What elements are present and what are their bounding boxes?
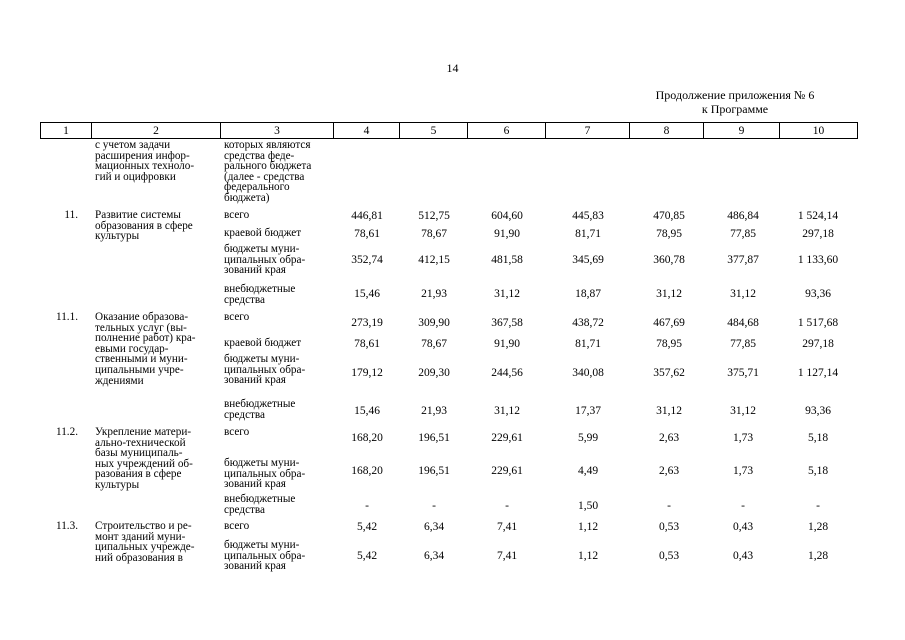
value-col-7: 4,49 [577, 465, 599, 477]
funding-source-line: всего [224, 426, 250, 438]
value-col-6: 31,12 [494, 405, 520, 417]
carry-source-line: рального бюджета [224, 160, 312, 173]
value-col-7: 1,12 [577, 550, 599, 562]
section-name [95, 312, 196, 386]
funding-source [224, 521, 249, 532]
section-name-line: Укрепление матери- [95, 426, 192, 438]
funding-source-line: всего [224, 311, 250, 323]
funding-source-line: внебюджетные [224, 493, 296, 505]
value-col-8: 360,78 [653, 254, 685, 266]
column-header-9: 9 [704, 123, 780, 139]
carry-source-line: средства феде- [224, 149, 295, 162]
funding-source-line: всего [224, 209, 250, 221]
section-number: 11. [64, 209, 78, 221]
value-col-8: 0,53 [658, 521, 680, 533]
section-name-line: Развитие системы [95, 209, 181, 221]
value-col-6: 31,12 [494, 288, 520, 300]
column-header-2: 2 [92, 123, 221, 139]
section-name-line: разования в сфере [95, 468, 182, 481]
column-header-8: 8 [630, 123, 704, 139]
value-col-8: 78,95 [656, 228, 682, 240]
value-col-10: 1 517,68 [797, 317, 839, 329]
value-col-5: 309,90 [418, 317, 450, 329]
section-name-line: Строительство и ре- [95, 520, 192, 532]
value-col-4: 5,42 [356, 550, 378, 562]
value-col-10: 1 127,14 [797, 367, 839, 379]
funding-source [224, 312, 249, 323]
value-col-8: 467,69 [653, 317, 685, 329]
value-col-10: 1 524,14 [797, 210, 839, 222]
value-col-9: 486,84 [727, 210, 759, 222]
value-col-6: 481,58 [491, 254, 523, 266]
value-col-4: 15,46 [354, 405, 380, 417]
value-col-8: 357,62 [653, 367, 685, 379]
value-col-6: - [505, 500, 509, 512]
column-header-4: 4 [334, 123, 400, 139]
section-name-line: ждениями [95, 374, 144, 387]
continuation-line-2: к Программе [701, 102, 769, 116]
value-col-10: - [816, 500, 820, 512]
value-col-4: 78,61 [354, 228, 380, 240]
value-col-7: 1,12 [577, 521, 599, 533]
carry-name [95, 140, 194, 182]
funding-source-line: средства [224, 293, 266, 306]
value-col-7: 1,50 [577, 500, 599, 512]
column-header-1: 1 [41, 123, 92, 139]
carry-source-line: (далее - средства [224, 170, 305, 183]
value-col-7: 438,72 [572, 317, 604, 329]
value-col-8: 78,95 [656, 338, 682, 350]
value-col-9: 31,12 [730, 405, 756, 417]
value-col-7: 345,69 [572, 254, 604, 266]
value-col-10: 93,36 [805, 288, 831, 300]
value-col-9: 377,87 [727, 254, 759, 266]
section-name-line: тельных услуг (вы- [95, 321, 187, 334]
value-col-5: 209,30 [418, 367, 450, 379]
value-col-5: 21,93 [421, 405, 447, 417]
value-col-6: 244,56 [491, 367, 523, 379]
carry-source [224, 140, 311, 204]
value-col-9: 77,85 [730, 228, 756, 240]
value-col-5: 196,51 [418, 432, 450, 444]
funding-source-line: ципальных обра- [224, 467, 306, 480]
value-col-7: 81,71 [575, 228, 601, 240]
value-col-4: 168,20 [351, 432, 383, 444]
value-col-9: 484,68 [727, 317, 759, 329]
funding-source-line: краевой бюджет [224, 227, 302, 239]
value-col-7: 18,87 [575, 288, 601, 300]
value-col-10: 93,36 [805, 405, 831, 417]
value-col-9: 77,85 [730, 338, 756, 350]
carry-name-line: расширения инфор- [95, 149, 190, 162]
funding-source-line: бюджеты муни- [224, 243, 300, 255]
section-name-line: культуры [95, 230, 140, 243]
funding-source [224, 494, 295, 515]
section-name-line: ных учреждений об- [95, 457, 193, 470]
funding-source-line: средства [224, 503, 266, 516]
value-col-10: 5,18 [807, 432, 829, 444]
value-col-4: 168,20 [351, 465, 383, 477]
value-col-6: 229,61 [491, 465, 523, 477]
funding-source-line: зований края [224, 264, 286, 277]
section-name-line: ний образования в [95, 551, 183, 564]
funding-source-line: зований края [224, 374, 286, 387]
value-col-8: - [667, 500, 671, 512]
section-name-line: базы муниципаль- [95, 447, 183, 460]
value-col-4: 273,19 [351, 317, 383, 329]
funding-source [224, 338, 301, 349]
funding-source [224, 284, 295, 305]
value-col-6: 91,90 [494, 338, 520, 350]
value-col-7: 5,99 [577, 432, 599, 444]
value-col-5: 21,93 [421, 288, 447, 300]
value-col-9: 375,71 [727, 367, 759, 379]
value-col-7: 81,71 [575, 338, 601, 350]
value-col-10: 5,18 [807, 465, 829, 477]
funding-source-line: зований края [224, 560, 286, 573]
value-col-5: 78,67 [421, 338, 447, 350]
value-col-4: 78,61 [354, 338, 380, 350]
funding-source-line: ципальных обра- [224, 549, 306, 562]
section-name-line: культуры [95, 478, 140, 491]
column-header-5: 5 [400, 123, 468, 139]
value-col-5: - [432, 500, 436, 512]
value-col-5: 412,15 [418, 254, 450, 266]
value-col-5: 512,75 [418, 210, 450, 222]
value-col-8: 2,63 [658, 465, 680, 477]
value-col-6: 7,41 [496, 550, 518, 562]
section-name [95, 521, 195, 563]
section-number: 11.1. [56, 311, 78, 323]
funding-source-line: средства [224, 408, 266, 421]
value-col-10: 297,18 [802, 338, 834, 350]
funding-source [224, 244, 305, 276]
funding-source-line: бюджеты муни- [224, 457, 300, 469]
funding-source [224, 427, 249, 438]
section-name-line: полнение работ) кра- [95, 332, 196, 345]
funding-source [224, 354, 305, 386]
value-col-4: 446,81 [351, 210, 383, 222]
value-col-10: 1 133,60 [797, 254, 839, 266]
funding-source-line: краевой бюджет [224, 337, 302, 349]
value-col-10: 1,28 [807, 550, 829, 562]
funding-source-line: ципальных обра- [224, 253, 306, 266]
carry-name-line: с учетом задачи [95, 139, 171, 151]
value-col-4: 179,12 [351, 367, 383, 379]
section-name [95, 427, 193, 491]
page-number: 14 [446, 61, 459, 75]
value-col-4: - [365, 500, 369, 512]
funding-source-line: всего [224, 520, 250, 532]
value-col-9: 31,12 [730, 288, 756, 300]
value-col-6: 604,60 [491, 210, 523, 222]
carry-source-line: бюджета) [224, 191, 270, 204]
value-col-5: 196,51 [418, 465, 450, 477]
carry-name-line: мационных техноло- [95, 160, 195, 173]
value-col-8: 31,12 [656, 288, 682, 300]
value-col-8: 2,63 [658, 432, 680, 444]
section-number: 11.2. [56, 426, 78, 438]
funding-source [224, 540, 305, 572]
value-col-8: 0,53 [658, 550, 680, 562]
section-name-line: ственными и муни- [95, 353, 188, 366]
section-number: 11.3. [56, 520, 78, 532]
section-name-line: монт зданий муни- [95, 530, 186, 543]
value-col-10: 297,18 [802, 228, 834, 240]
continuation-note [620, 88, 850, 116]
section-name-line: Оказание образова- [95, 311, 189, 323]
column-header-10: 10 [780, 123, 858, 139]
column-header-3: 3 [221, 123, 334, 139]
value-col-9: 0,43 [732, 521, 754, 533]
carry-source-line: которых являются [224, 139, 311, 151]
section-name-line: ципальными учре- [95, 363, 184, 376]
carry-name-line: гий и оцифровки [95, 170, 176, 183]
value-col-6: 7,41 [496, 521, 518, 533]
funding-source [224, 458, 305, 490]
funding-source-line: внебюджетные [224, 283, 296, 295]
funding-source [224, 210, 249, 221]
value-col-6: 229,61 [491, 432, 523, 444]
funding-source [224, 228, 301, 239]
section-name-line: ципальных учрежде- [95, 541, 195, 554]
value-col-7: 17,37 [575, 405, 601, 417]
column-header-table [40, 122, 858, 139]
carry-source-line: федерального [224, 181, 290, 194]
value-col-8: 470,85 [653, 210, 685, 222]
value-col-6: 367,58 [491, 317, 523, 329]
value-col-4: 352,74 [351, 254, 383, 266]
funding-source-line: бюджеты муни- [224, 353, 300, 365]
value-col-5: 78,67 [421, 228, 447, 240]
value-col-6: 91,90 [494, 228, 520, 240]
funding-source-line: бюджеты муни- [224, 539, 300, 551]
value-col-7: 340,08 [572, 367, 604, 379]
value-col-9: - [741, 500, 745, 512]
value-col-9: 1,73 [732, 432, 754, 444]
funding-source-line: зований края [224, 478, 286, 491]
value-col-10: 1,28 [807, 521, 829, 533]
value-col-5: 6,34 [423, 550, 445, 562]
column-header-7: 7 [546, 123, 630, 139]
section-name-line: образования в сфере [95, 219, 193, 232]
section-name-line: ально-технической [95, 436, 186, 449]
funding-source-line: ципальных обра- [224, 363, 306, 376]
funding-source-line: внебюджетные [224, 398, 296, 410]
value-col-8: 31,12 [656, 405, 682, 417]
column-header-6: 6 [468, 123, 546, 139]
value-col-5: 6,34 [423, 521, 445, 533]
value-col-7: 445,83 [572, 210, 604, 222]
value-col-4: 5,42 [356, 521, 378, 533]
value-col-9: 1,73 [732, 465, 754, 477]
section-name-line: евыми государ- [95, 342, 169, 355]
value-col-9: 0,43 [732, 550, 754, 562]
value-col-4: 15,46 [354, 288, 380, 300]
section-name [95, 210, 193, 242]
funding-source [224, 399, 295, 420]
continuation-line-1: Продолжение приложения № 6 [655, 88, 815, 102]
